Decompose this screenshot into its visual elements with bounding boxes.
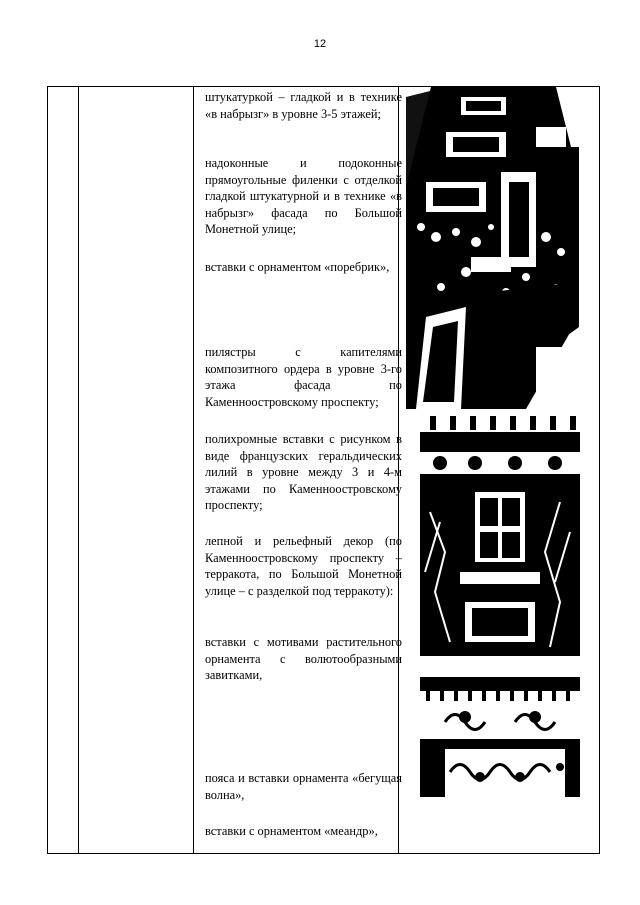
relief-decor-photo xyxy=(420,677,580,797)
facade-photo-graphic xyxy=(406,87,579,409)
facade-window-lily-inserts-photo xyxy=(420,412,580,656)
paragraph-decor: лепной и рельефный декор (по Каменноостровскому проспекту – терракота, по Большой Монетной улице – с разделкой под терракоту): xyxy=(205,534,402,598)
paragraph-porebrik: вставки с орнаментом «поребрик», xyxy=(205,260,390,274)
paragraph-wave: пояса и вставки орнамента «бегущая волна», xyxy=(205,771,402,802)
paragraph-volute: вставки с мотивами растительного орнамента с волютообразными завитками, xyxy=(205,635,402,682)
relief-photo-graphic xyxy=(420,677,580,797)
lily-photo-graphic xyxy=(420,412,580,656)
paragraph-panels: надоконные и подоконные прямоугольные филенки с отделкой гладкой штукатурной и в технике «в набрызг» фасада по Большой Монетной улице; xyxy=(205,156,402,236)
paragraph-lily-inserts: полихромные вставки с рисунком в виде французских геральдических лилий в уровне между 3 и 4-м этажами по Каменноостровскому проспекту; xyxy=(205,432,402,512)
heritage-table xyxy=(47,86,600,854)
paragraph-pilasters: пилястры с капителями композитного ордера в уровне 3-го этажа фасада по Каменноостровскому проспекту; xyxy=(205,345,402,409)
page-number: 12 xyxy=(313,38,327,50)
paragraph-plaster: штукатуркой – гладкой и в технике «в набрызг» в уровне 3-5 этажей; xyxy=(205,90,402,121)
column-divider xyxy=(193,87,194,853)
column-divider xyxy=(78,87,79,853)
paragraph-meander: вставки с орнаментом «меандр», xyxy=(205,824,378,838)
facade-upper-floors-photo xyxy=(406,87,579,409)
